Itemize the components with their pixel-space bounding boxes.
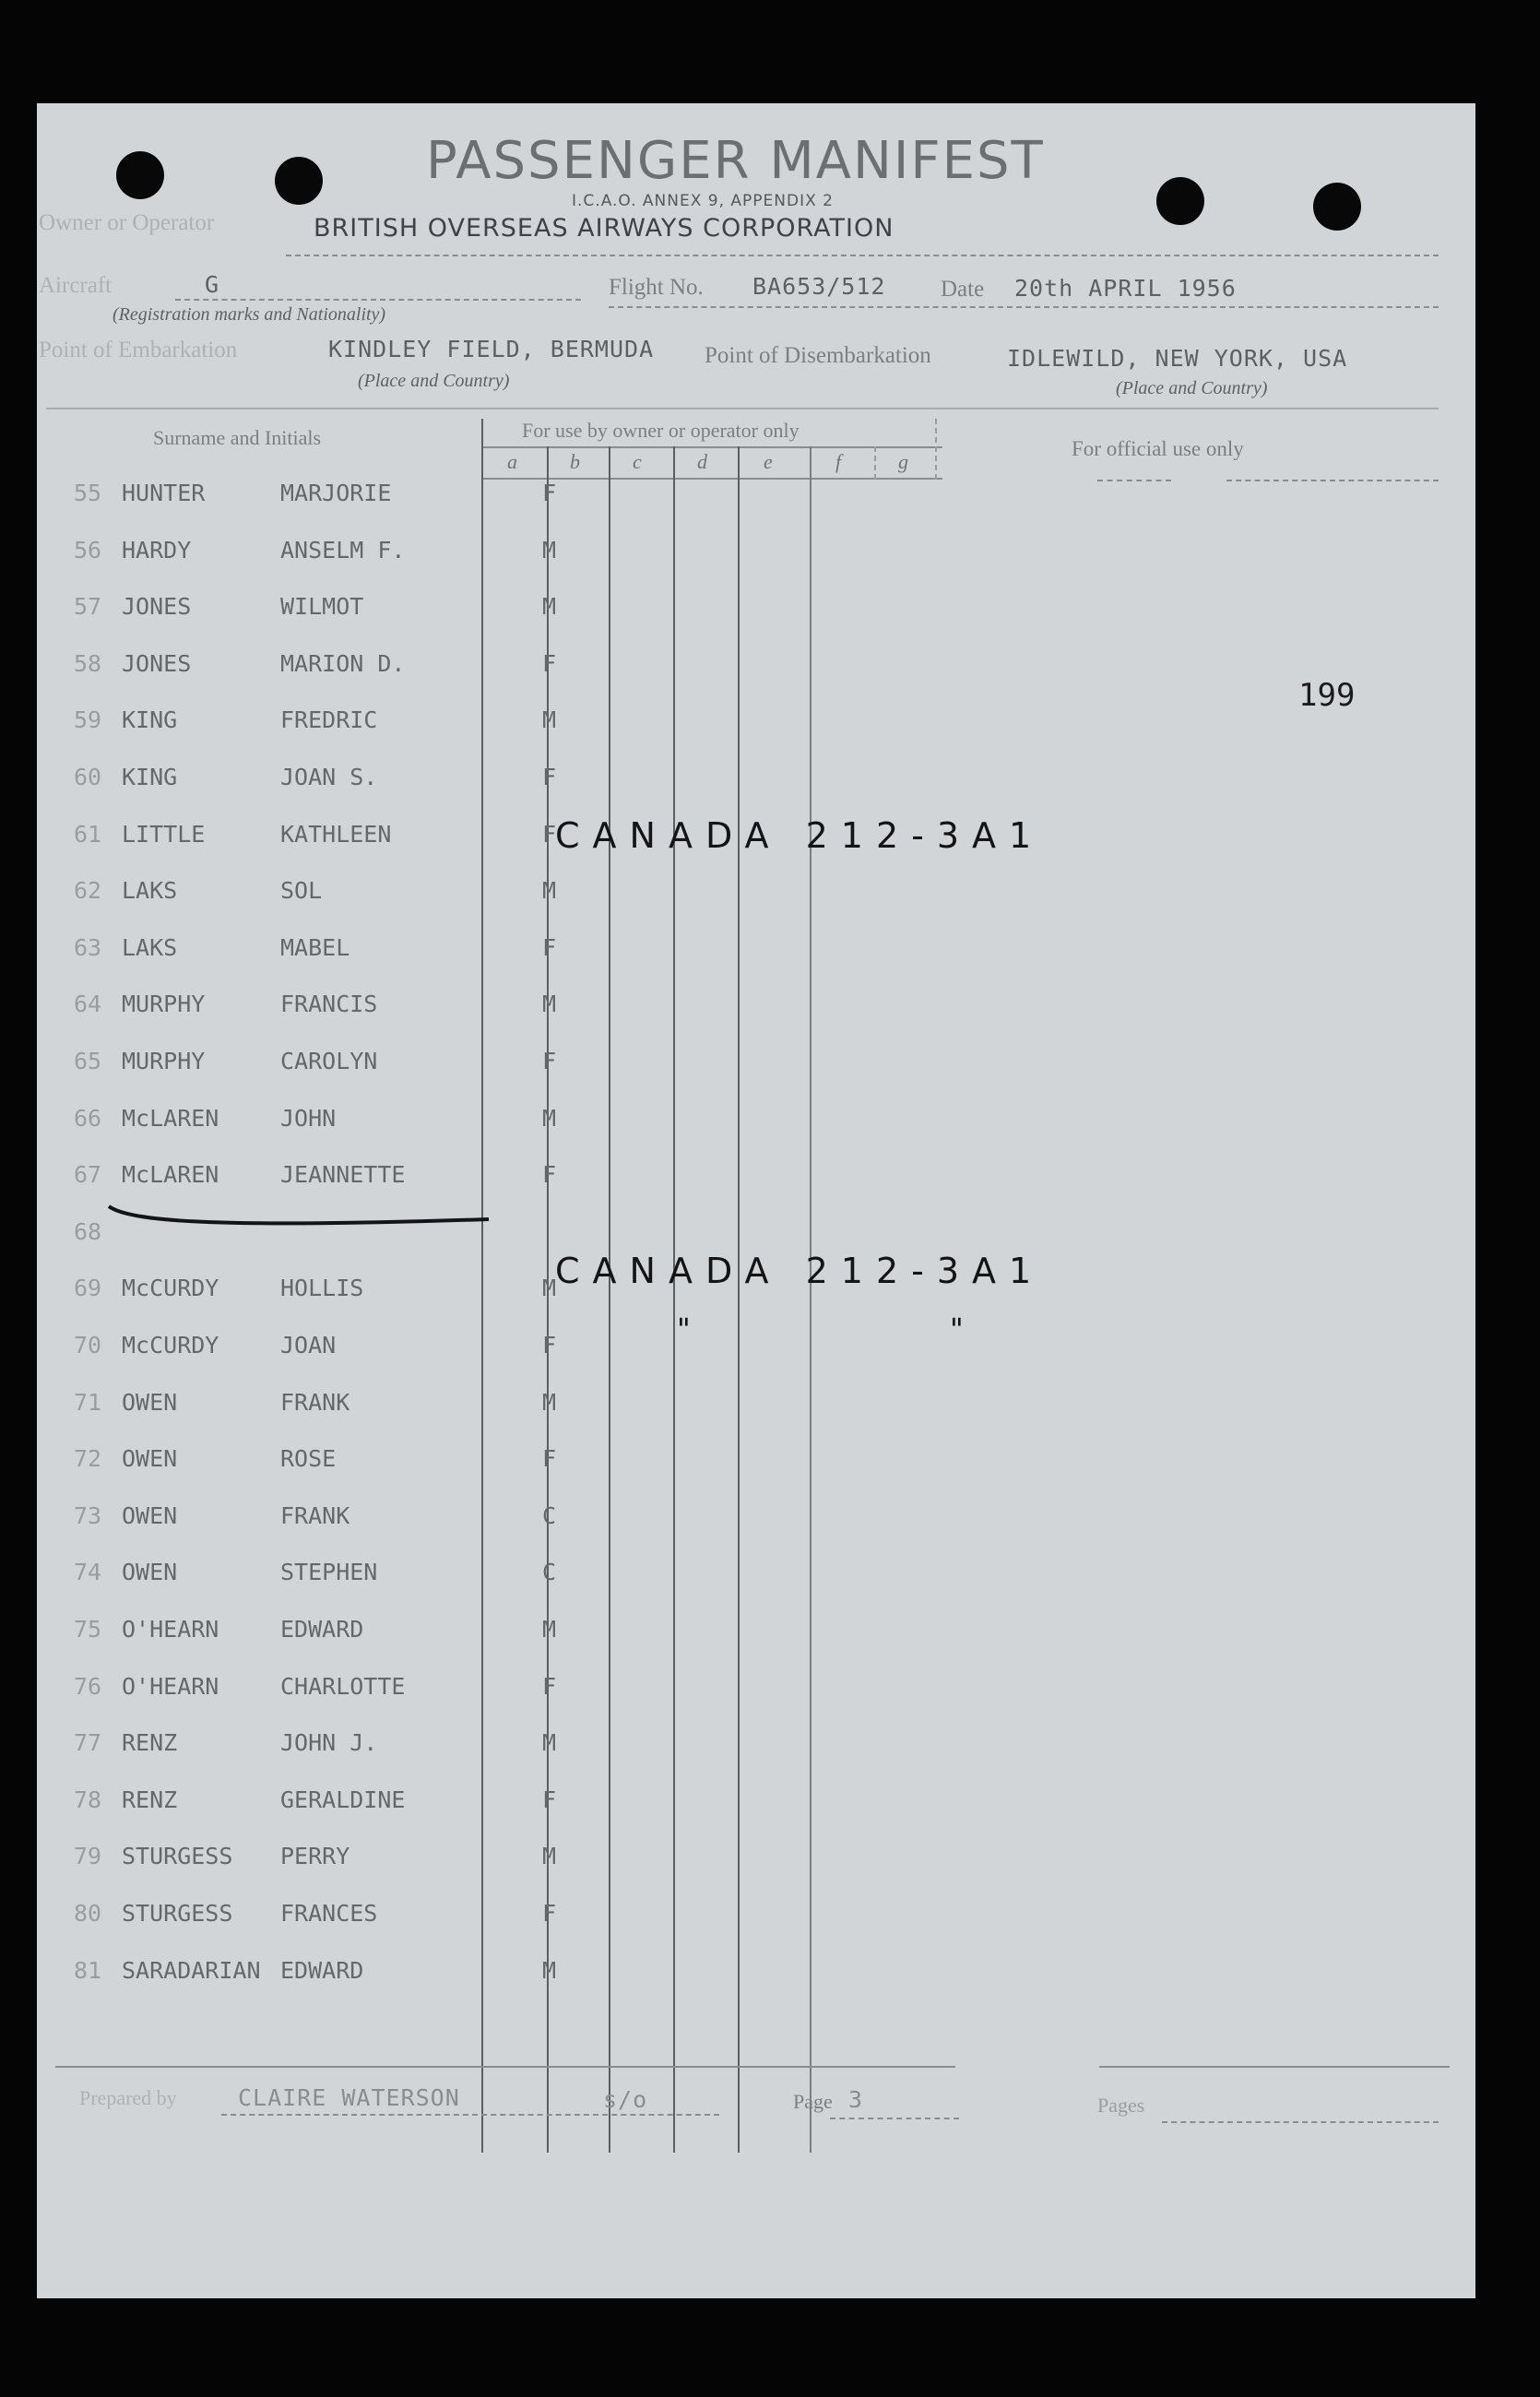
rule bbox=[481, 446, 942, 448]
column-divider bbox=[673, 446, 675, 2153]
rule bbox=[1226, 480, 1439, 481]
given-name-cell: JOHN J. bbox=[280, 1729, 378, 1757]
row-number: 72 bbox=[74, 1445, 102, 1473]
given-name-cell: SOL bbox=[280, 877, 323, 905]
embark-label: Point of Embarkation bbox=[39, 338, 238, 362]
column-divider bbox=[810, 446, 811, 2153]
row-number: 73 bbox=[74, 1501, 102, 1529]
sex-cell: F bbox=[542, 1786, 557, 1813]
row-number: 67 bbox=[74, 1161, 102, 1189]
rule bbox=[609, 306, 1439, 308]
prepared-value: CLAIRE WATERSON bbox=[238, 2084, 460, 2111]
surname-cell: HUNTER bbox=[122, 480, 206, 506]
sex-cell: M bbox=[542, 706, 557, 734]
sex-cell: M bbox=[542, 877, 557, 905]
row-number: 77 bbox=[74, 1729, 102, 1757]
sex-cell: M bbox=[542, 536, 557, 564]
row-number: 60 bbox=[74, 764, 102, 790]
sex-cell: F bbox=[542, 764, 557, 790]
row-number: 62 bbox=[74, 877, 102, 905]
date-value: 20th APRIL 1956 bbox=[1014, 275, 1237, 302]
col-header-c: c bbox=[633, 450, 642, 473]
sex-cell: F bbox=[542, 1161, 557, 1189]
manifest-sheet bbox=[37, 103, 1475, 2298]
rule bbox=[1097, 480, 1171, 481]
surname-cell: OWEN bbox=[122, 1445, 178, 1473]
row-number: 63 bbox=[74, 933, 102, 961]
page-label: Page bbox=[793, 2090, 833, 2113]
row-number: 79 bbox=[74, 1843, 102, 1870]
given-name-cell: CAROLYN bbox=[280, 1048, 378, 1074]
surname-cell: OWEN bbox=[122, 1559, 178, 1586]
given-name-cell: FRANK bbox=[280, 1501, 350, 1529]
surname-cell: McCURDY bbox=[122, 1275, 219, 1302]
surname-cell: McCURDY bbox=[122, 1332, 219, 1359]
aircraft-value: G bbox=[205, 271, 220, 298]
sex-cell: M bbox=[542, 1104, 557, 1132]
surname-cell: McLAREN bbox=[122, 1161, 219, 1189]
surname-cell: JONES bbox=[122, 649, 192, 677]
row-number: 74 bbox=[74, 1559, 102, 1586]
owner-label: Owner or Operator bbox=[39, 210, 215, 235]
surname-cell: LAKS bbox=[122, 933, 178, 961]
operator-header: For use by owner or operator only bbox=[522, 419, 800, 442]
owner-value: BRITISH OVERSEAS AIRWAYS CORPORATION bbox=[314, 214, 894, 243]
sex-cell: F bbox=[542, 820, 557, 848]
given-name-cell: EDWARD bbox=[280, 1616, 364, 1643]
surname-cell: KING bbox=[122, 764, 178, 790]
row-number: 68 bbox=[74, 1217, 102, 1245]
given-name-cell: JOAN S. bbox=[280, 764, 378, 790]
sex-cell: M bbox=[542, 1616, 557, 1643]
given-name-cell: HOLLIS bbox=[280, 1275, 364, 1302]
col-header-e: e bbox=[764, 450, 773, 473]
given-name-cell: WILMOT bbox=[280, 593, 364, 621]
given-name-cell: FREDRIC bbox=[280, 706, 378, 734]
column-divider bbox=[738, 446, 740, 2153]
handwritten-note: CANADA 212-3A1 bbox=[555, 815, 1045, 856]
given-name-cell: PERRY bbox=[280, 1843, 350, 1870]
sex-cell: F bbox=[542, 1048, 557, 1074]
sex-cell: F bbox=[542, 1332, 557, 1359]
given-name-cell: EDWARD bbox=[280, 1956, 364, 1984]
surname-cell: HARDY bbox=[122, 536, 192, 564]
col-header-d: d bbox=[697, 450, 707, 473]
stamp-number: 199 bbox=[1298, 677, 1356, 714]
strike-line bbox=[101, 1199, 489, 1236]
manifest-title: PASSENGER MANIFEST bbox=[426, 131, 1045, 191]
column-divider bbox=[609, 446, 610, 2153]
surname-cell: LITTLE bbox=[122, 820, 206, 848]
surname-cell: MURPHY bbox=[122, 991, 206, 1018]
sex-cell: M bbox=[542, 1843, 557, 1870]
row-number: 75 bbox=[74, 1616, 102, 1643]
given-name-cell: MARION D. bbox=[280, 649, 406, 677]
sex-cell: M bbox=[542, 1956, 557, 1984]
given-name-cell: ROSE bbox=[280, 1445, 337, 1473]
given-name-cell: GERALDINE bbox=[280, 1786, 406, 1813]
date-label: Date bbox=[941, 277, 985, 302]
given-name-cell: FRANK bbox=[280, 1388, 350, 1416]
given-name-cell: JOHN bbox=[280, 1104, 337, 1132]
punch-hole bbox=[1156, 177, 1204, 225]
rule bbox=[286, 255, 1439, 256]
column-divider bbox=[874, 446, 876, 480]
row-number: 64 bbox=[74, 991, 102, 1018]
given-name-cell: KATHLEEN bbox=[280, 820, 392, 848]
row-number: 66 bbox=[74, 1104, 102, 1132]
surname-cell: STURGESS bbox=[122, 1843, 233, 1870]
row-number: 78 bbox=[74, 1786, 102, 1813]
embark-value: KINDLEY FIELD, BERMUDA bbox=[328, 336, 655, 362]
manifest-subtitle: I.C.A.O. ANNEX 9, APPENDIX 2 bbox=[572, 192, 834, 210]
surname-cell: LAKS bbox=[122, 877, 178, 905]
given-name-cell: JOAN bbox=[280, 1332, 337, 1359]
prepared-suffix: s/o bbox=[603, 2086, 648, 2113]
ditto-mark: " bbox=[950, 1311, 977, 1347]
surname-cell: OWEN bbox=[122, 1501, 178, 1529]
given-name-cell: ANSELM F. bbox=[280, 536, 406, 564]
surname-header: Surname and Initials bbox=[153, 426, 322, 449]
surname-cell: OWEN bbox=[122, 1388, 178, 1416]
given-name-cell: FRANCIS bbox=[280, 991, 378, 1018]
rule bbox=[1099, 2066, 1450, 2068]
aircraft-note: (Registration marks and Nationality) bbox=[113, 304, 386, 325]
sex-cell: F bbox=[542, 1900, 557, 1927]
row-number: 61 bbox=[74, 820, 102, 848]
disembark-note: (Place and Country) bbox=[1116, 378, 1268, 398]
row-number: 70 bbox=[74, 1332, 102, 1359]
prepared-label: Prepared by bbox=[79, 2086, 177, 2109]
given-name-cell: STEPHEN bbox=[280, 1559, 378, 1586]
flight-label: Flight No. bbox=[609, 275, 704, 300]
col-header-f: f bbox=[835, 450, 842, 473]
sex-cell: F bbox=[542, 1672, 557, 1700]
row-number: 57 bbox=[74, 593, 102, 621]
punch-hole bbox=[1313, 183, 1361, 231]
surname-cell: SARADARIAN bbox=[122, 1956, 261, 1984]
col-header-a: a bbox=[507, 450, 517, 473]
surname-cell: JONES bbox=[122, 593, 192, 621]
handwritten-note: CANADA 212-3A1 bbox=[555, 1251, 1045, 1291]
surname-cell: RENZ bbox=[122, 1786, 178, 1813]
given-name-cell: MABEL bbox=[280, 933, 350, 961]
aircraft-label: Aircraft bbox=[39, 273, 113, 298]
official-header: For official use only bbox=[1072, 437, 1244, 460]
disembark-label: Point of Disembarkation bbox=[705, 343, 931, 368]
punch-hole bbox=[116, 151, 164, 199]
surname-cell: O'HEARN bbox=[122, 1672, 219, 1700]
column-divider bbox=[481, 419, 483, 2153]
surname-cell: RENZ bbox=[122, 1729, 178, 1757]
surname-cell: STURGESS bbox=[122, 1900, 233, 1927]
row-number: 55 bbox=[74, 480, 102, 506]
row-number: 76 bbox=[74, 1672, 102, 1700]
surname-cell: KING bbox=[122, 706, 178, 734]
column-divider bbox=[935, 419, 937, 480]
col-header-b: b bbox=[570, 450, 580, 473]
row-number: 56 bbox=[74, 536, 102, 564]
given-name-cell: JEANNETTE bbox=[280, 1161, 406, 1189]
rule bbox=[46, 408, 1439, 409]
rule bbox=[221, 2114, 719, 2116]
col-header-g: g bbox=[898, 450, 908, 473]
page-value: 3 bbox=[848, 2086, 864, 2113]
rule bbox=[1162, 2121, 1439, 2123]
row-number: 58 bbox=[74, 649, 102, 677]
row-number: 80 bbox=[74, 1900, 102, 1927]
ditto-mark: " bbox=[677, 1311, 704, 1347]
sex-cell: F bbox=[542, 933, 557, 961]
given-name-cell: MARJORIE bbox=[280, 480, 392, 506]
sex-cell: F bbox=[542, 480, 557, 506]
rule bbox=[55, 2066, 955, 2068]
row-number: 81 bbox=[74, 1956, 102, 1984]
surname-cell: MURPHY bbox=[122, 1048, 206, 1074]
given-name-cell: FRANCES bbox=[280, 1900, 378, 1927]
given-name-cell: CHARLOTTE bbox=[280, 1672, 406, 1700]
sex-cell: M bbox=[542, 593, 557, 621]
row-number: 59 bbox=[74, 706, 102, 734]
surname-cell: O'HEARN bbox=[122, 1616, 219, 1643]
row-number: 69 bbox=[74, 1275, 102, 1302]
flight-value: BA653/512 bbox=[752, 273, 886, 300]
sex-cell: C bbox=[542, 1559, 557, 1586]
sex-cell: M bbox=[542, 1275, 557, 1302]
surname-cell: McLAREN bbox=[122, 1104, 219, 1132]
rule bbox=[175, 299, 581, 301]
sex-cell: M bbox=[542, 1388, 557, 1416]
row-number: 71 bbox=[74, 1388, 102, 1416]
disembark-value: IDLEWILD, NEW YORK, USA bbox=[1007, 345, 1348, 372]
sex-cell: F bbox=[542, 649, 557, 677]
embark-note: (Place and Country) bbox=[358, 371, 510, 391]
sex-cell: C bbox=[542, 1501, 557, 1529]
punch-hole bbox=[275, 157, 323, 205]
sex-cell: M bbox=[542, 991, 557, 1018]
row-number: 65 bbox=[74, 1048, 102, 1074]
sex-cell: M bbox=[542, 1729, 557, 1757]
rule bbox=[830, 2118, 959, 2119]
sex-cell: F bbox=[542, 1445, 557, 1473]
pages-label: Pages bbox=[1097, 2094, 1145, 2117]
